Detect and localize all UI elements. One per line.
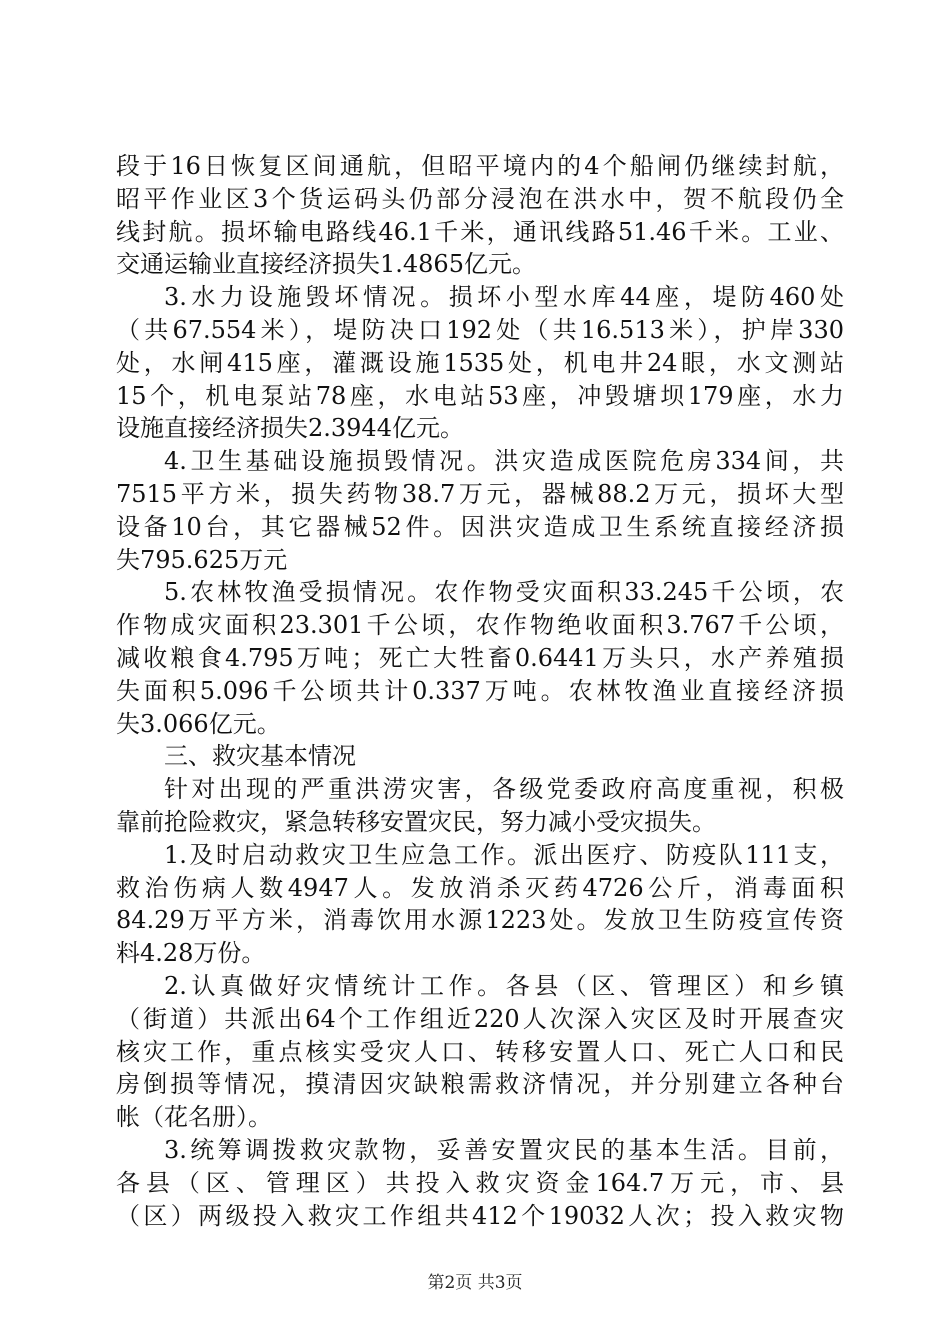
text-line: 救治伤病人数4947人。发放消杀灭药4726公斤，消毒面积	[116, 873, 844, 902]
text-line: 84.29万平方米，消毒饮用水源1223处。发放卫生防疫宣传资	[116, 906, 844, 935]
text-line: 减收粮食4.795万吨；死亡大牲畜0.6441万头只，水产养殖损	[116, 643, 844, 672]
page-footer: 第2页 共3页	[427, 1273, 523, 1293]
text-line: 作物成灾面积23.301千公顷，农作物绝收面积3.767千公顷，	[116, 611, 844, 640]
text-line: （区）两级投入救灾工作组共412个19032人次；投入救灾物	[116, 1201, 844, 1230]
text-line: 处，水闸415座，灌溉设施1535处，机电井24眼，水文测站	[116, 348, 844, 377]
text-line: 15个，机电泵站78座，水电站53座，冲毁塘坝179座，水力	[116, 381, 844, 410]
text-line: 失面积5.096千公顷共计0.337万吨。农林牧渔业直接经济损	[116, 676, 844, 705]
text-line: 三、救灾基本情况	[164, 742, 356, 771]
text-line: 失795.625万元	[116, 545, 288, 574]
text-line: 料4.28万份。	[116, 939, 266, 968]
text-line: 3.水力设施毁坏情况。损坏小型水库44座，堤防460处	[164, 283, 844, 312]
text-line: 设备10台，其它器械52件。因洪灾造成卫生系统直接经济损	[116, 512, 844, 541]
text-line: 1.及时启动救灾卫生应急工作。派出医疗、防疫队111支，	[164, 840, 844, 869]
text-line: 交通运输业直接经济损失1.4865亿元。	[116, 250, 536, 279]
text-line: 核灾工作，重点核实受灾人口、转移安置人口、死亡人口和民	[116, 1037, 844, 1066]
text-line: （共67.554米），堤防决口192处（共16.513米），护岸330	[116, 315, 844, 344]
text-line: 失3.066亿元。	[116, 709, 281, 738]
text-line: 针对出现的严重洪涝灾害，各级党委政府高度重视，积极	[164, 775, 844, 804]
text-line: 昭平作业区3个货运码头仍部分浸泡在洪水中，贺不航段仍全	[116, 184, 844, 213]
text-line: 设施直接经济损失2.3944亿元。	[116, 414, 464, 443]
text-line: 段于16日恢复区间通航，但昭平境内的4个船闸仍继续封航，	[116, 152, 844, 180]
text-line: 2.认真做好灾情统计工作。各县（区、管理区）和乡镇	[164, 971, 844, 1000]
text-line: （街道）共派出64个工作组近220人次深入灾区及时开展查灾	[116, 1004, 844, 1033]
text-line: 帐（花名册）。	[116, 1103, 272, 1132]
text-line: 各县（区、管理区）共投入救灾资金164.7万元，市、县	[116, 1168, 844, 1197]
text-line: 房倒损等情况，摸清因灾缺粮需救济情况，并分别建立各种台	[116, 1070, 844, 1099]
text-line: 4.卫生基础设施损毁情况。洪灾造成医院危房334间，共	[164, 447, 844, 476]
text-line: 线封航。损坏输电路线46.1千米，通讯线路51.46千米。工业、	[116, 217, 844, 246]
text-line: 靠前抢险救灾，紧急转移安置灾民，努力减小受灾损失。	[116, 807, 716, 836]
text-line: 5.农林牧渔受损情况。农作物受灾面积33.245千公顷，农	[164, 578, 844, 607]
text-line: 7515平方米，损失药物38.7万元，器械88.2万元，损坏大型	[116, 479, 844, 508]
text-line: 3.统筹调拨救灾款物，妥善安置灾民的基本生活。目前，	[164, 1135, 844, 1164]
document-body	[116, 150, 844, 1232]
